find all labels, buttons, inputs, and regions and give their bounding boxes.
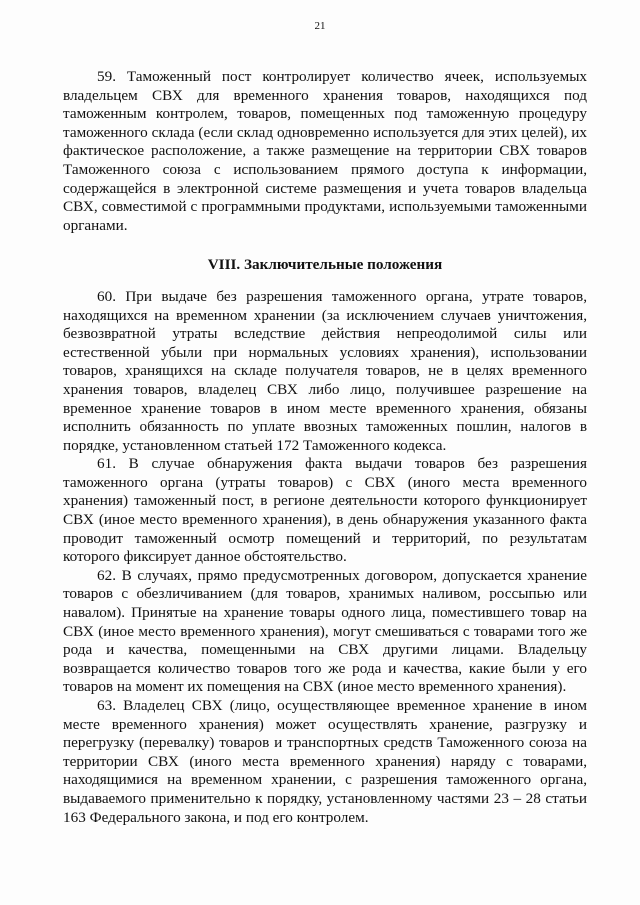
paragraph-59: 59. Таможенный пост контролирует количество ячеек, используемых владельцем СВХ для временного хранения товаров, находящихся под таможенным контролем, товаров, помещенных под таможенную процедуру таможенного склада (если склад одновременно используется для этих целей), их фактическое расположение, а также размещение на территории СВХ товаров Таможенного союза с использованием прямого доступа к информации, содержащейся в электронной системе размещения и учета товаров владельца СВХ, совместимой с программными продуктами, используемыми таможенными органами. bbox=[63, 68, 587, 234]
paragraph-63: 63. Владелец СВХ (лицо, осуществляющее временное хранение в ином месте временного хранения) может осуществлять хранение, разгрузку и перегрузку (перевалку) товаров и транспортных средств Таможенного союза на территории СВХ (иного места временного хранения) наряду с товарами, находящимися на временном хранении, с разрешения таможенного органа, выдаваемого применительно к порядку, установленному частями 23 – 28 статьи 163 Федерального закона, и под его контролем. bbox=[63, 697, 587, 826]
paragraph-60: 60. При выдаче без разрешения таможенного органа, утрате товаров, находящихся на временном хранении (за исключением случаев уничтожения, безвозвратной утраты вследствие действия непреодолимой силы или естественной убыли при нормальных условиях хранения), использовании товаров, хранящихся на складе получателя товаров, не в целях временного хранения товаров, владелец СВХ либо лицо, получившее разрешение на временное хранение товаров в ином месте временного хранения, обязаны исполнить обязанность по уплате ввозных таможенных пошлин, налогов в порядке, установленном статьей 172 Таможенного кодекса. bbox=[63, 287, 587, 454]
section-title: VIII. Заключительные положения bbox=[207, 256, 443, 274]
document-body bbox=[63, 68, 587, 827]
paragraph-61: 61. В случае обнаружения факта выдачи товаров без разрешения таможенного органа (утраты товаров) с СВХ (иного места временного хранения) таможенный пост, в регионе деятельности которого функционирует СВХ (иное место временного хранения), в день обнаружения указанного факта проводит таможенный осмотр помещений и территорий, по результатам которого фиксирует данное обстоятельство. bbox=[63, 455, 587, 566]
page-number: 21 bbox=[314, 20, 326, 32]
paragraph-62: 62. В случаях, прямо предусмотренных договором, допускается хранение товаров с обезличиванием (для товаров, хранимых наливом, россыпью или навалом). Принятые на хранение товары одного лица, поместившего товар на СВХ (иное место временного хранения), могут смешиваться с товарами того же рода и качества, помещенными на СВХ другими лицами. Владельцу возвращается количество товаров того же рода и качества, какие были у его товаров на момент их помещения на СВХ (иное место временного хранения). bbox=[63, 566, 587, 696]
